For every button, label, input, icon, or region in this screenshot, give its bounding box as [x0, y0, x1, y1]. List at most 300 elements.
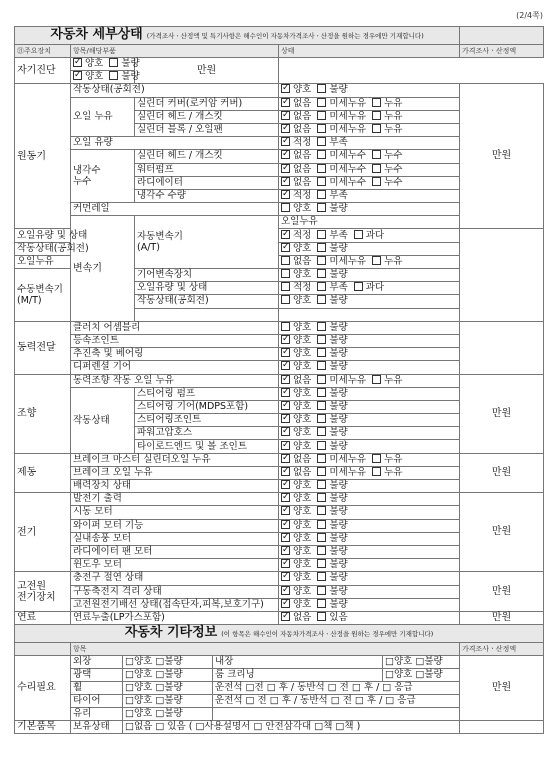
status-options[interactable]	[279, 466, 460, 479]
device-group: 자기진단	[15, 58, 71, 84]
unchecked-box-icon[interactable]	[317, 177, 326, 186]
status-options[interactable]	[279, 519, 460, 532]
status-option[interactable]	[281, 441, 311, 452]
status-option-label: 불량	[329, 361, 348, 373]
status-options[interactable]	[279, 321, 460, 334]
status-option-label: 미세누유	[329, 374, 367, 386]
status-option[interactable]	[317, 348, 347, 359]
item-label: 작동상태(공회전)	[71, 84, 279, 97]
checked-box-icon[interactable]	[281, 375, 290, 384]
status-option[interactable]	[317, 533, 347, 544]
checked-box-icon[interactable]	[281, 137, 290, 146]
status-option[interactable]	[317, 269, 347, 280]
status-options[interactable]	[279, 123, 460, 136]
status-options[interactable]	[279, 189, 460, 202]
status-option[interactable]	[73, 71, 103, 82]
status-options[interactable]	[279, 176, 460, 189]
basic-value[interactable]: □없음 □ 있음 ( □사용설명서 □ 안전삼각대 □책 □책 )	[123, 721, 460, 734]
status-option[interactable]	[317, 493, 347, 504]
part-label: 스티어링 펌프	[135, 387, 279, 400]
status-option[interactable]	[317, 295, 347, 306]
item-label: 디퍼렌셜 기어	[71, 361, 279, 374]
status-option[interactable]	[317, 586, 347, 597]
checked-box-icon[interactable]	[281, 401, 290, 410]
unchecked-box-icon[interactable]	[281, 322, 290, 331]
status-options[interactable]	[279, 282, 460, 295]
status-options[interactable]	[279, 585, 460, 598]
status-options[interactable]	[279, 427, 460, 440]
status-option[interactable]	[317, 388, 347, 399]
unchecked-box-icon[interactable]	[317, 295, 326, 304]
status-options[interactable]	[279, 440, 460, 453]
status-option-label: 없음	[293, 124, 312, 136]
status-option-label: 미세누유	[329, 466, 367, 478]
status-option[interactable]	[372, 124, 402, 135]
item-label: 동력조향 작동 오일 누유	[71, 374, 279, 387]
status-option[interactable]	[281, 177, 311, 188]
detail-row	[15, 58, 544, 71]
unchecked-box-icon[interactable]	[317, 361, 326, 370]
device-group: 변속기	[71, 216, 135, 322]
status-option-label: 적정	[293, 189, 312, 201]
status-option-label: 불량	[329, 440, 348, 452]
checked-box-icon[interactable]	[281, 190, 290, 199]
status-option[interactable]	[317, 282, 347, 293]
status-options[interactable]	[279, 506, 460, 519]
status-option[interactable]	[281, 520, 311, 531]
status-option[interactable]	[372, 111, 402, 122]
status-options[interactable]	[279, 480, 460, 493]
price-cell[interactable]: 만원	[460, 84, 544, 229]
status-option[interactable]	[317, 243, 347, 254]
other-title-cell	[15, 625, 544, 643]
part-label: 실린더 헤드 / 개스킷	[135, 150, 279, 163]
status-option-label: 양호	[85, 71, 104, 83]
part-label: 타이로드엔드 및 볼 조인트	[135, 440, 279, 453]
status-option[interactable]	[281, 375, 311, 386]
unchecked-box-icon[interactable]	[317, 586, 326, 595]
status-option[interactable]	[317, 84, 347, 95]
status-option[interactable]	[317, 506, 347, 517]
status-option[interactable]	[317, 559, 347, 570]
unchecked-box-icon[interactable]	[372, 177, 381, 186]
unchecked-box-icon[interactable]	[317, 256, 326, 265]
checked-box-icon[interactable]	[281, 84, 290, 93]
status-option[interactable]	[281, 480, 311, 491]
status-option[interactable]	[281, 612, 311, 623]
other-check[interactable]: 운전석 □전 □ 후 / 동반석 □ 전 □ 후 / □ 응급	[213, 682, 460, 695]
unchecked-box-icon[interactable]	[372, 98, 381, 107]
checked-box-icon[interactable]	[281, 388, 290, 397]
status-options[interactable]	[279, 387, 460, 400]
unchecked-box-icon[interactable]	[317, 454, 326, 463]
status-option-label: 양호	[85, 58, 104, 70]
unchecked-box-icon[interactable]	[109, 71, 118, 80]
checked-box-icon[interactable]	[281, 335, 290, 344]
unchecked-box-icon[interactable]	[317, 98, 326, 107]
checked-box-icon[interactable]	[281, 520, 290, 529]
checked-box-icon[interactable]	[281, 493, 290, 502]
status-option[interactable]	[317, 401, 347, 412]
status-option[interactable]	[317, 98, 366, 109]
other-blank	[213, 708, 460, 721]
part-label: 오일유량 및 상태	[135, 282, 279, 295]
unchecked-box-icon[interactable]	[317, 124, 326, 133]
part-label: 실린더 블록 / 오일팬	[135, 123, 279, 136]
status-option[interactable]	[372, 467, 402, 478]
unchecked-box-icon[interactable]	[317, 190, 326, 199]
unchecked-box-icon[interactable]	[372, 111, 381, 120]
checked-box-icon[interactable]	[281, 177, 290, 186]
device-group: 조향	[15, 374, 71, 453]
status-option-label: 양호	[293, 203, 312, 215]
status-option[interactable]	[317, 546, 347, 557]
status-option[interactable]	[317, 480, 347, 491]
item-label: 윈도우 모터	[71, 559, 279, 572]
status-options[interactable]	[279, 453, 460, 466]
checked-box-icon[interactable]	[281, 506, 290, 515]
status-option[interactable]	[317, 190, 347, 201]
status-option[interactable]	[317, 375, 366, 386]
status-option[interactable]	[354, 230, 384, 241]
status-options[interactable]	[279, 493, 460, 506]
other-check[interactable]: □양호 □불량	[383, 656, 460, 669]
status-option[interactable]	[317, 427, 347, 438]
status-option[interactable]	[281, 533, 311, 544]
checked-box-icon[interactable]	[281, 348, 290, 357]
status-options[interactable]	[279, 255, 460, 268]
status-options[interactable]	[279, 572, 460, 585]
unchecked-box-icon[interactable]	[317, 599, 326, 608]
status-option[interactable]	[281, 164, 311, 175]
status-option[interactable]	[109, 71, 139, 82]
price-cell[interactable]: 만원	[460, 572, 544, 612]
unchecked-box-icon[interactable]	[317, 164, 326, 173]
status-option-label: 없음	[293, 255, 312, 267]
unchecked-box-icon[interactable]	[109, 58, 118, 67]
checked-box-icon[interactable]	[281, 243, 290, 252]
status-option[interactable]	[317, 124, 366, 135]
status-option[interactable]	[281, 559, 311, 570]
unchecked-box-icon[interactable]	[281, 282, 290, 291]
status-option[interactable]	[354, 282, 384, 293]
unchecked-box-icon[interactable]	[317, 401, 326, 410]
status-option-label: 불량	[329, 598, 348, 610]
status-option[interactable]	[317, 520, 347, 531]
checked-box-icon[interactable]	[281, 150, 290, 159]
status-option-label: 미세누수	[329, 150, 367, 162]
status-options[interactable]	[71, 71, 140, 84]
status-option[interactable]	[317, 256, 366, 267]
status-options[interactable]	[279, 532, 460, 545]
status-option[interactable]	[281, 243, 311, 254]
other-check[interactable]: □양호 □불량	[123, 682, 213, 695]
status-options[interactable]	[279, 84, 460, 97]
status-option[interactable]	[281, 124, 311, 135]
unchecked-box-icon[interactable]	[317, 269, 326, 278]
unchecked-box-icon[interactable]	[372, 256, 381, 265]
status-option[interactable]	[281, 269, 311, 280]
status-options[interactable]	[279, 545, 460, 558]
status-option[interactable]	[372, 375, 402, 386]
status-option[interactable]	[281, 190, 311, 201]
status-option-label: 양호	[293, 506, 312, 518]
status-option[interactable]	[317, 203, 347, 214]
checked-box-icon[interactable]	[281, 361, 290, 370]
status-options[interactable]	[279, 414, 460, 427]
status-options[interactable]	[279, 308, 460, 321]
checked-box-icon[interactable]	[281, 612, 290, 621]
status-options[interactable]	[279, 400, 460, 413]
status-option[interactable]	[317, 612, 347, 623]
status-option-label: 양호	[293, 585, 312, 597]
unchecked-box-icon[interactable]	[317, 572, 326, 581]
status-option[interactable]	[281, 361, 311, 372]
checked-box-icon[interactable]	[281, 414, 290, 423]
status-option[interactable]	[317, 150, 366, 161]
price-cell[interactable]: 만원	[460, 611, 544, 624]
status-options[interactable]	[279, 203, 460, 216]
status-options[interactable]	[279, 229, 460, 242]
unchecked-box-icon[interactable]	[317, 612, 326, 621]
header-device: ㉑주요장치	[15, 45, 71, 58]
detail-title-blank	[460, 27, 544, 45]
status-option[interactable]	[281, 84, 311, 95]
status-option[interactable]	[281, 454, 311, 465]
status-option[interactable]	[281, 586, 311, 597]
status-options[interactable]	[279, 598, 460, 611]
status-option[interactable]	[372, 164, 402, 175]
status-option[interactable]	[281, 348, 311, 359]
unchecked-box-icon[interactable]	[281, 269, 290, 278]
checked-box-icon[interactable]	[281, 480, 290, 489]
other-row-1	[15, 656, 544, 669]
status-options[interactable]	[279, 361, 460, 374]
unchecked-box-icon[interactable]	[372, 454, 381, 463]
status-option[interactable]	[281, 414, 311, 425]
unchecked-box-icon[interactable]	[317, 203, 326, 212]
other-check[interactable]: □양호 □불량	[383, 669, 460, 682]
unchecked-box-icon[interactable]	[372, 150, 381, 159]
status-option[interactable]	[317, 361, 347, 372]
price-cell[interactable]: 만원	[460, 453, 544, 493]
unchecked-box-icon[interactable]	[281, 256, 290, 265]
checked-box-icon[interactable]	[281, 230, 290, 239]
status-option-label: 불량	[329, 480, 348, 492]
other-check[interactable]: □양호 □불량	[123, 708, 213, 721]
price-cell[interactable]: 만원	[135, 58, 279, 84]
page-number: (2/4쪽)	[516, 11, 543, 20]
status-options[interactable]	[279, 374, 460, 387]
unchecked-box-icon[interactable]	[317, 322, 326, 331]
repair-price[interactable]: 만원	[460, 656, 544, 721]
status-option[interactable]	[317, 335, 347, 346]
detail-title-cell	[15, 27, 460, 45]
checked-box-icon[interactable]	[73, 71, 82, 80]
unchecked-box-icon[interactable]	[317, 506, 326, 515]
checked-box-icon[interactable]	[281, 124, 290, 133]
price-cell[interactable]	[460, 321, 544, 374]
detail-row	[15, 611, 544, 624]
status-option-label: 불량	[329, 242, 348, 254]
status-option[interactable]	[281, 388, 311, 399]
status-options[interactable]	[279, 269, 460, 282]
checked-box-icon[interactable]	[281, 572, 290, 581]
status-options[interactable]	[279, 97, 460, 110]
status-option[interactable]	[281, 98, 311, 109]
status-option[interactable]	[372, 98, 402, 109]
status-option-label: 불량	[329, 427, 348, 439]
status-option[interactable]	[317, 322, 347, 333]
unchecked-box-icon[interactable]	[317, 243, 326, 252]
status-option[interactable]	[281, 256, 311, 267]
item-label: 등속조인트	[71, 334, 279, 347]
other-check[interactable]: □양호 □불량	[123, 656, 213, 669]
status-option[interactable]	[372, 150, 402, 161]
checked-box-icon[interactable]	[281, 546, 290, 555]
unchecked-box-icon[interactable]	[317, 520, 326, 529]
status-option[interactable]	[317, 454, 366, 465]
status-option[interactable]	[317, 137, 347, 148]
unchecked-box-icon[interactable]	[317, 546, 326, 555]
status-option[interactable]	[317, 467, 366, 478]
status-options[interactable]	[279, 110, 460, 123]
status-option[interactable]	[372, 177, 402, 188]
other-header-price: 가격조사ㆍ산정액	[460, 643, 544, 656]
unchecked-box-icon[interactable]	[317, 150, 326, 159]
status-option[interactable]	[281, 467, 311, 478]
status-option[interactable]	[317, 441, 347, 452]
status-option[interactable]	[317, 230, 347, 241]
other-check[interactable]: 운전석 □ 전 □ 후 / 동반석 □ 전 □ 후 / □ 응급	[213, 695, 460, 708]
unchecked-box-icon[interactable]	[281, 203, 290, 212]
unchecked-box-icon[interactable]	[317, 375, 326, 384]
checked-box-icon[interactable]	[281, 111, 290, 120]
other-check[interactable]: □양호 □불량	[123, 695, 213, 708]
unchecked-box-icon[interactable]	[317, 414, 326, 423]
status-option-label: 양호	[293, 335, 312, 347]
status-option-label: 적정	[293, 229, 312, 241]
status-options[interactable]	[279, 559, 460, 572]
checked-box-icon[interactable]	[281, 454, 290, 463]
item-group-label: 작동상태	[71, 387, 135, 453]
status-options[interactable]	[279, 137, 460, 150]
status-option[interactable]	[281, 150, 311, 161]
status-options[interactable]	[279, 348, 460, 361]
unchecked-box-icon[interactable]	[372, 164, 381, 173]
unchecked-box-icon[interactable]	[317, 335, 326, 344]
status-option[interactable]	[281, 427, 311, 438]
unchecked-box-icon[interactable]	[317, 111, 326, 120]
status-option-label: 양호	[293, 572, 312, 584]
status-option[interactable]	[281, 203, 311, 214]
item-label: 브레이크 오일 누유	[71, 466, 279, 479]
price-cell[interactable]: 만원	[460, 374, 544, 453]
status-option[interactable]	[372, 454, 402, 465]
unchecked-box-icon[interactable]	[317, 282, 326, 291]
unchecked-box-icon[interactable]	[372, 124, 381, 133]
checked-box-icon[interactable]	[281, 586, 290, 595]
status-option-label: 누유	[384, 466, 403, 478]
status-option[interactable]	[281, 230, 311, 241]
unchecked-box-icon[interactable]	[354, 282, 363, 291]
unchecked-box-icon[interactable]	[281, 295, 290, 304]
status-option[interactable]	[317, 177, 366, 188]
status-option[interactable]	[281, 506, 311, 517]
unchecked-box-icon[interactable]	[317, 480, 326, 489]
checked-box-icon[interactable]	[281, 164, 290, 173]
status-options[interactable]	[279, 295, 460, 308]
checked-box-icon[interactable]	[281, 441, 290, 450]
unchecked-box-icon[interactable]	[317, 533, 326, 542]
checked-box-icon[interactable]	[281, 559, 290, 568]
status-options[interactable]	[279, 611, 460, 624]
status-option[interactable]	[281, 282, 311, 293]
checked-box-icon[interactable]	[281, 98, 290, 107]
status-option[interactable]	[317, 599, 347, 610]
checked-box-icon[interactable]	[73, 58, 82, 67]
status-option[interactable]	[109, 58, 139, 69]
status-option[interactable]	[281, 322, 311, 333]
unchecked-box-icon[interactable]	[372, 467, 381, 476]
status-option-label: 누수	[384, 176, 403, 188]
unchecked-box-icon[interactable]	[317, 84, 326, 93]
unchecked-box-icon[interactable]	[317, 388, 326, 397]
status-option[interactable]	[73, 58, 103, 69]
status-options[interactable]	[279, 242, 460, 255]
checked-box-icon[interactable]	[281, 467, 290, 476]
status-option[interactable]	[372, 256, 402, 267]
status-option[interactable]	[281, 546, 311, 557]
checked-box-icon[interactable]	[281, 599, 290, 608]
status-options[interactable]	[279, 163, 460, 176]
status-option[interactable]	[281, 137, 311, 148]
unchecked-box-icon[interactable]	[317, 493, 326, 502]
unchecked-box-icon[interactable]	[317, 348, 326, 357]
status-option[interactable]	[317, 164, 366, 175]
part-label: 작동상태(공회전)	[135, 295, 279, 308]
unchecked-box-icon[interactable]	[354, 230, 363, 239]
unchecked-box-icon[interactable]	[317, 441, 326, 450]
unchecked-box-icon[interactable]	[317, 137, 326, 146]
price-cell[interactable]: 만원	[460, 493, 544, 572]
status-option[interactable]	[281, 572, 311, 583]
unchecked-box-icon[interactable]	[317, 427, 326, 436]
status-option[interactable]	[317, 414, 347, 425]
status-option[interactable]	[281, 493, 311, 504]
unchecked-box-icon[interactable]	[317, 559, 326, 568]
status-option[interactable]	[317, 572, 347, 583]
unchecked-box-icon[interactable]	[372, 375, 381, 384]
device-group: 전기	[15, 493, 71, 572]
status-options[interactable]	[279, 334, 460, 347]
status-option[interactable]	[281, 401, 311, 412]
status-option-label: 불량	[329, 532, 348, 544]
checked-box-icon[interactable]	[281, 427, 290, 436]
other-check[interactable]: □양호 □불량	[123, 669, 213, 682]
status-option[interactable]	[281, 111, 311, 122]
unchecked-box-icon[interactable]	[317, 467, 326, 476]
unchecked-box-icon[interactable]	[317, 230, 326, 239]
status-option[interactable]	[281, 599, 311, 610]
checked-box-icon[interactable]	[281, 533, 290, 542]
status-options[interactable]	[279, 150, 460, 163]
status-option[interactable]	[281, 295, 311, 306]
part-label: 오일누유	[279, 216, 460, 229]
status-option-label: 없음	[293, 176, 312, 188]
status-option[interactable]	[317, 111, 366, 122]
status-option[interactable]	[281, 335, 311, 346]
